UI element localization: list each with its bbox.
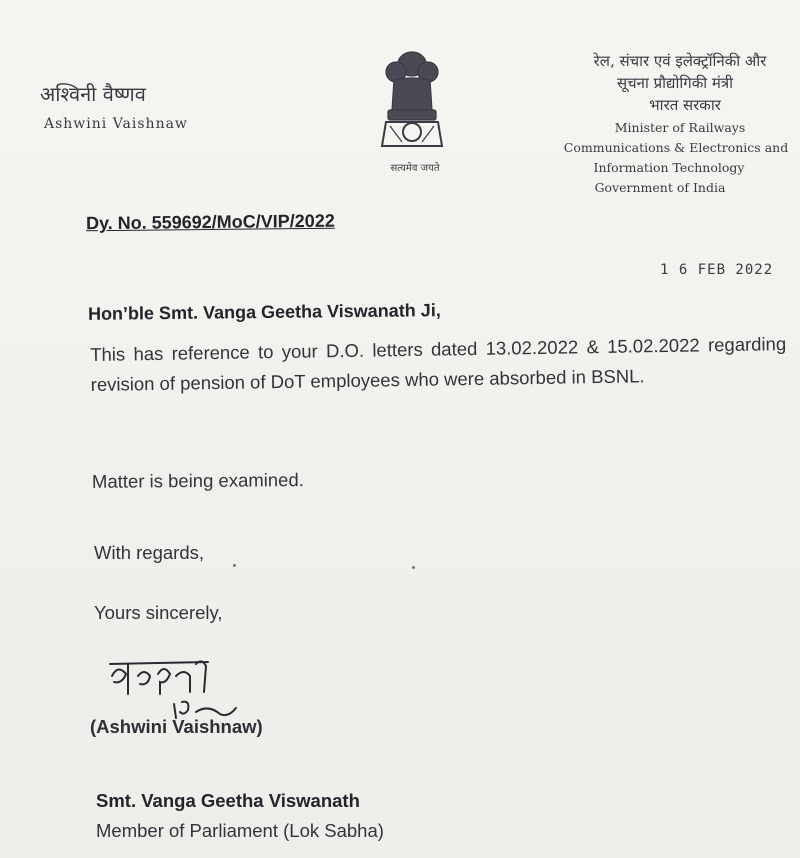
- emblem-motto: सत्यमेव जयते: [390, 163, 440, 174]
- handwritten-signature: [104, 654, 244, 724]
- salutation: Hon’ble Smt. Vanga Geetha Viswanath Ji,: [87, 300, 441, 324]
- signer-name: (Ashwini Vaishnaw): [90, 716, 263, 737]
- letter-date-stamp: 1 6 FEB 2022: [660, 262, 774, 278]
- speck: [412, 566, 415, 569]
- addressee-name: Smt. Vanga Geetha Viswanath: [96, 790, 360, 811]
- ministry-english-line-1: Minister of Railways: [614, 120, 746, 135]
- diary-number: Dy. No. 559692/MoC/VIP/2022: [85, 210, 335, 234]
- ministry-hindi-line-1: रेल, संचार एवं इलेक्ट्रॉनिकी और: [593, 52, 767, 70]
- ministry-hindi-line-2: सूचना प्रौद्योगिकी मंत्री: [616, 74, 734, 92]
- ministry-english-line-3: Information Technology: [593, 160, 745, 175]
- ministry-english-line-4: Government of India: [594, 180, 726, 195]
- addressee-title: Member of Parliament (Lok Sabha): [96, 820, 384, 841]
- speck: [233, 564, 236, 567]
- sender-name-english: Ashwini Vaishnaw: [44, 116, 188, 132]
- ministry-english-line-2: Communications & Electronics and: [563, 140, 789, 155]
- ministry-block: [540, 50, 800, 198]
- body-paragraph-2: Matter is being examined.: [91, 469, 304, 492]
- sender-name-hindi: अश्विनी वैष्णव: [40, 82, 146, 106]
- body-paragraph: This has reference to your D.O. letters dated 13.02.2022 & 15.02.2022 regarding revision of pension of DoT employees who were absorbed in BSNL.: [90, 333, 787, 395]
- closing-regards: With regards,: [94, 542, 205, 563]
- ministry-hindi-line-3: भारत सरकार: [649, 96, 721, 114]
- closing-sincerely: Yours sincerely,: [94, 602, 223, 623]
